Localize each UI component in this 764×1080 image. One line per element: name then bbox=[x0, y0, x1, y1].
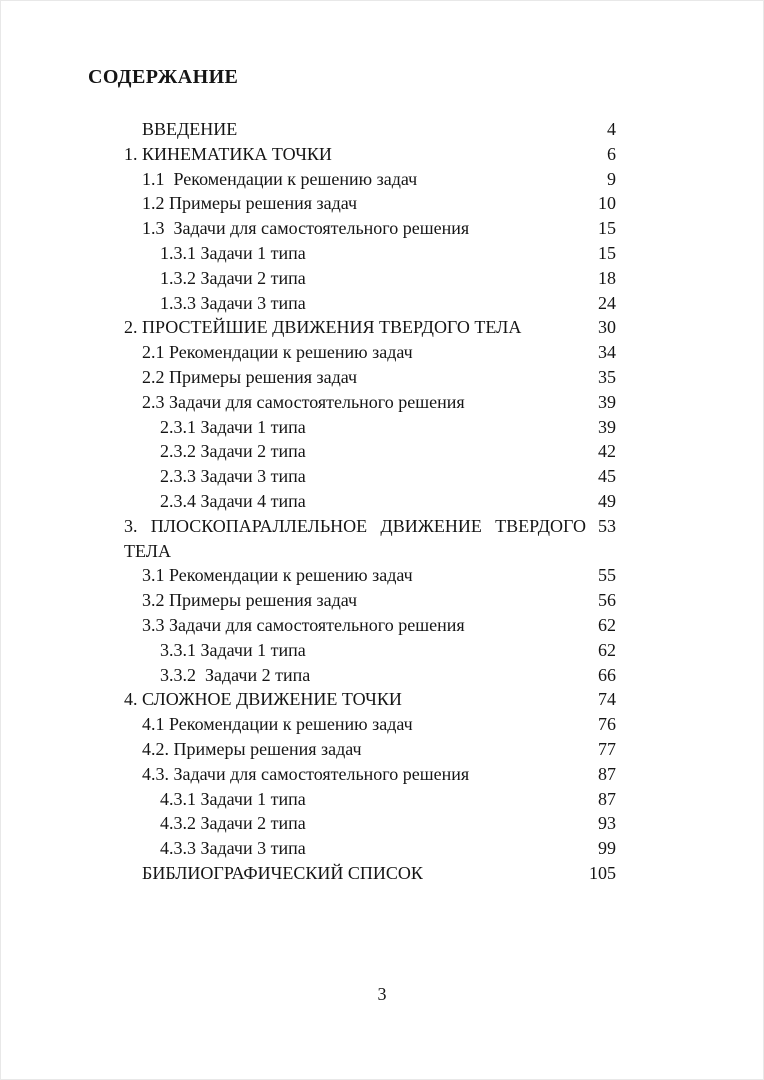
toc-entry bbox=[124, 191, 616, 216]
toc-entry-page: 24 bbox=[598, 292, 616, 313]
toc-entry-label: 4.3.2 Задачи 2 типа bbox=[160, 813, 306, 834]
toc-entry-label: 2.3.2 Задачи 2 типа bbox=[160, 441, 306, 462]
toc-entry-page: 35 bbox=[598, 366, 616, 387]
toc-entry-label: ВВЕДЕНИЕ bbox=[142, 119, 238, 139]
toc-entry-label: 1.3.1 Задачи 1 типа bbox=[160, 242, 306, 263]
toc-entry-label: 3.3.1 Задачи 1 типа bbox=[160, 639, 306, 660]
toc-entry bbox=[124, 811, 616, 836]
toc-entry-page: 42 bbox=[598, 441, 616, 462]
toc-entry-label: 1.3.3 Задачи 3 типа bbox=[160, 292, 306, 313]
toc-entry bbox=[124, 663, 616, 688]
toc-entry bbox=[124, 588, 616, 613]
toc-entry-page: 18 bbox=[598, 267, 616, 288]
toc-entry-label: 1.3.2 Задачи 2 типа bbox=[160, 267, 306, 288]
toc-entry-page: 66 bbox=[598, 664, 616, 685]
toc-entry bbox=[124, 315, 616, 340]
toc-entry bbox=[124, 266, 616, 291]
toc-entry bbox=[124, 762, 616, 787]
toc-entry-label: 2.3 Задачи для самостоятельного решения bbox=[142, 391, 465, 412]
toc-entry bbox=[124, 687, 616, 712]
toc-entry-page: 4 bbox=[607, 119, 616, 139]
toc-entry bbox=[124, 167, 616, 192]
toc-entry bbox=[124, 117, 616, 142]
toc-entry-label: 2.3.1 Задачи 1 типа bbox=[160, 416, 306, 437]
toc-entry-page: 62 bbox=[598, 614, 616, 635]
toc-entry bbox=[124, 216, 616, 241]
toc-entry-label: 2.2 Примеры решения задач bbox=[142, 366, 358, 387]
toc-entry bbox=[124, 836, 616, 861]
toc-entry bbox=[124, 712, 616, 737]
toc-entry bbox=[124, 613, 616, 638]
toc-entry-label: 3. ПЛОСКОПАРАЛЛЕЛЬНОЕ ДВИЖЕНИЕ ТВЕРДОГО ТЕЛА bbox=[124, 515, 586, 561]
toc-entry bbox=[124, 340, 616, 365]
toc-entry-page: 10 bbox=[598, 193, 616, 214]
page-title: СОДЕРЖАНИЕ bbox=[88, 66, 239, 88]
table-of-contents bbox=[124, 117, 616, 886]
toc-entry-page: 93 bbox=[598, 813, 616, 834]
toc-entry-page: 99 bbox=[598, 838, 616, 859]
toc-entry-label: 4.1 Рекомендации к решению задач bbox=[142, 714, 413, 735]
toc-entry bbox=[124, 365, 616, 390]
toc-entry bbox=[124, 861, 616, 886]
toc-entry-label: 4. СЛОЖНОЕ ДВИЖЕНИЕ ТОЧКИ bbox=[124, 689, 402, 710]
toc-entry-label: 4.3.1 Задачи 1 типа bbox=[160, 788, 306, 809]
toc-entry-label: БИБЛИОГРАФИЧЕСКИЙ СПИСОК bbox=[142, 862, 423, 883]
toc-entry-label: 2. ПРОСТЕЙШИЕ ДВИЖЕНИЯ ТВЕРДОГО ТЕЛА bbox=[124, 317, 522, 338]
toc-entry bbox=[124, 787, 616, 812]
toc-entry-page: 74 bbox=[598, 689, 616, 710]
toc-entry-label: 1.1 Рекомендации к решению задач bbox=[142, 168, 418, 189]
toc-entry bbox=[124, 489, 616, 514]
page-number: 3 bbox=[377, 984, 387, 1004]
toc-entry-label: 4.3. Задачи для самостоятельного решения bbox=[142, 763, 470, 784]
toc-entry-page: 9 bbox=[607, 168, 616, 189]
toc-entry-label: 1.3 Задачи для самостоятельного решения bbox=[142, 218, 470, 239]
toc-entry-label: 2.3.4 Задачи 4 типа bbox=[160, 490, 306, 511]
toc-entry-label: 3.3.2 Задачи 2 типа bbox=[160, 664, 311, 685]
toc-entry-label: 3.3 Задачи для самостоятельного решения bbox=[142, 614, 465, 635]
toc-entry bbox=[124, 415, 616, 440]
toc-entry-label: 4.2. Примеры решения задач bbox=[142, 738, 362, 759]
toc-entry-page: 76 bbox=[598, 714, 616, 735]
toc-entry bbox=[124, 563, 616, 588]
toc-entry-page: 55 bbox=[598, 565, 616, 586]
toc-entry bbox=[124, 737, 616, 762]
toc-entry-page: 15 bbox=[598, 218, 616, 239]
toc-entry-page: 39 bbox=[598, 391, 616, 412]
toc-entry-page: 15 bbox=[598, 242, 616, 263]
toc-entry-label: 1.2 Примеры решения задач bbox=[142, 193, 358, 214]
toc-entry-page: 45 bbox=[598, 466, 616, 487]
toc-entry-label: 1. КИНЕМАТИКА ТОЧКИ bbox=[124, 143, 332, 164]
toc-entry bbox=[124, 142, 616, 167]
toc-entry-label: 3.1 Рекомендации к решению задач bbox=[142, 565, 413, 586]
toc-entry-page: 53 bbox=[598, 515, 616, 536]
toc-entry bbox=[124, 390, 616, 415]
toc-entry bbox=[124, 439, 616, 464]
toc-entry-page: 56 bbox=[598, 590, 616, 611]
toc-entry-page: 34 bbox=[598, 342, 616, 363]
toc-entry-page: 39 bbox=[598, 416, 616, 437]
toc-entry-label: 3.2 Примеры решения задач bbox=[142, 590, 358, 611]
toc-entry-page: 77 bbox=[598, 738, 616, 759]
toc-entry bbox=[124, 514, 616, 564]
toc-entry bbox=[124, 638, 616, 663]
toc-entry bbox=[124, 241, 616, 266]
toc-entry-page: 87 bbox=[598, 788, 616, 809]
toc-entry-label: 4.3.3 Задачи 3 типа bbox=[160, 838, 306, 859]
toc-entry bbox=[124, 464, 616, 489]
toc-entry-page: 105 bbox=[589, 862, 616, 883]
toc-entry-label: 2.1 Рекомендации к решению задач bbox=[142, 342, 413, 363]
toc-entry bbox=[124, 291, 616, 316]
toc-entry-page: 49 bbox=[598, 490, 616, 511]
toc-entry-label: 2.3.3 Задачи 3 типа bbox=[160, 466, 306, 487]
toc-entry-page: 87 bbox=[598, 763, 616, 784]
toc-entry-page: 30 bbox=[598, 317, 616, 338]
toc-entry-page: 6 bbox=[607, 143, 616, 164]
toc-entry-page: 62 bbox=[598, 639, 616, 660]
